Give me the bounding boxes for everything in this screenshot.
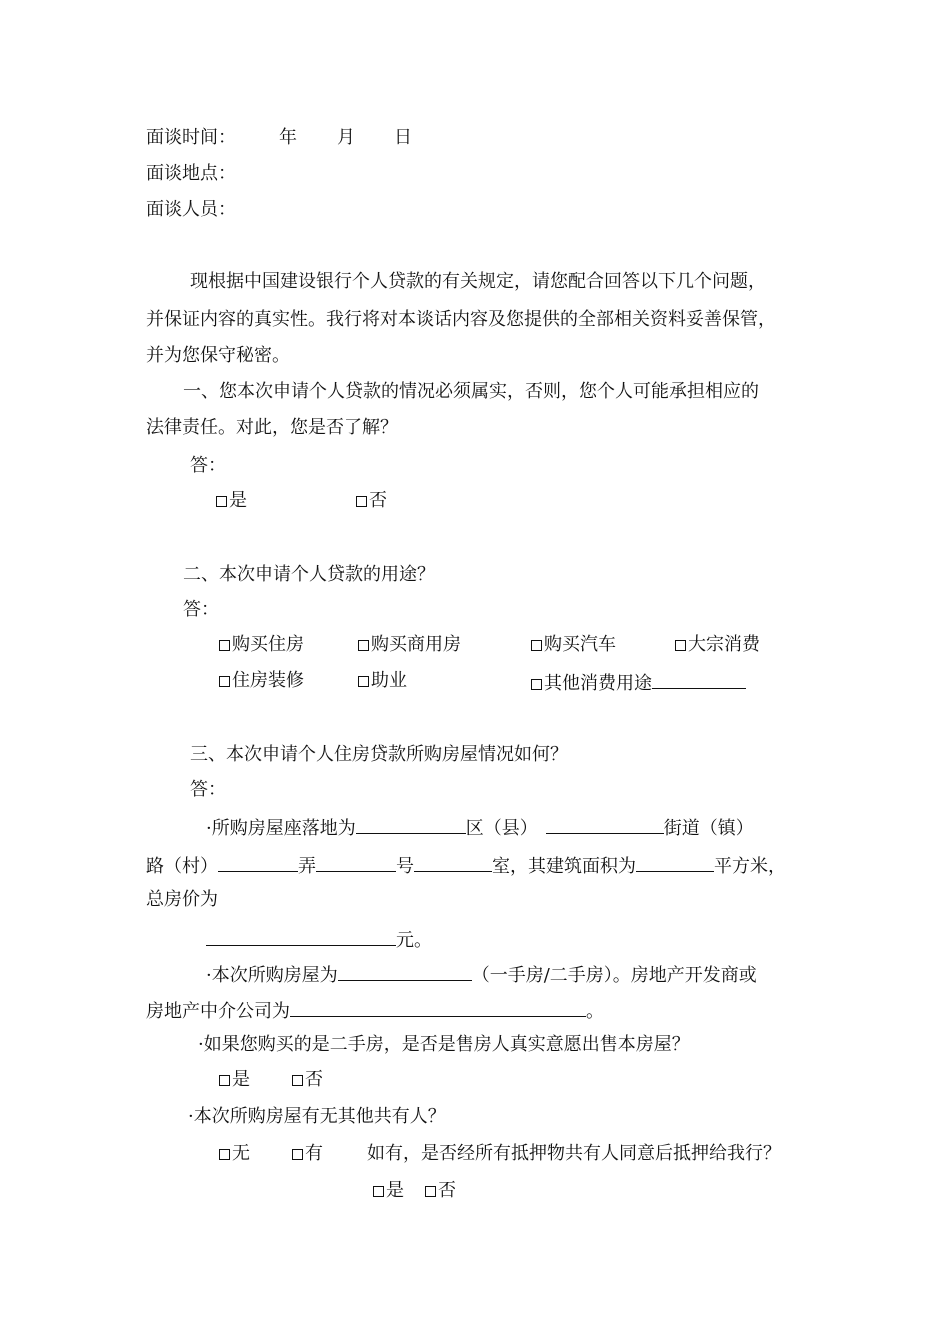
co-owner-option-yes[interactable]: 有: [292, 1142, 323, 1166]
interview-time-label: 面谈时间：: [146, 127, 236, 148]
road-blank[interactable]: [218, 852, 298, 872]
checkbox-icon[interactable]: [219, 676, 230, 687]
checkbox-icon[interactable]: [219, 640, 230, 651]
agent-blank[interactable]: [290, 997, 586, 1017]
area-blank[interactable]: [636, 852, 714, 872]
q3-total-price-label: 总房价为: [146, 889, 218, 910]
intro-line-1: 现根据中国建设银行个人贷款的有关规定，请您配合回答以下几个问题，: [190, 271, 766, 292]
consent-option-no[interactable]: 否: [425, 1179, 456, 1203]
co-owner-followup: 如有，是否经所有抵押物共有人同意后抵押给我行？: [367, 1143, 781, 1164]
q3-type-row: ·本次所购房屋为 （一手房/二手房）。房地产开发商或: [206, 961, 757, 988]
q3-total-price-row: 元。: [206, 926, 432, 953]
checkbox-icon[interactable]: [292, 1075, 303, 1086]
district-blank[interactable]: [546, 814, 664, 834]
intro-line-2: 并保证内容的真实性。我行将对本谈话内容及您提供的全部相关资料妥善保管，: [146, 309, 776, 330]
q2-question: 二、本次申请个人贷款的用途？: [183, 564, 435, 585]
second-hand-option-no[interactable]: 否: [292, 1068, 323, 1092]
q3-agent-row: 房地产中介公司为 。: [146, 997, 604, 1024]
q2-option-buy-commercial[interactable]: 购买商用房: [358, 633, 461, 657]
q3-question: 三、本次申请个人住房贷款所购房屋情况如何？: [190, 744, 568, 765]
number-blank[interactable]: [414, 852, 492, 872]
intro-line-3: 并为您保守秘密。: [146, 345, 290, 366]
consent-option-yes[interactable]: 是: [373, 1179, 404, 1203]
checkbox-icon[interactable]: [358, 640, 369, 651]
checkbox-icon[interactable]: [292, 1149, 303, 1160]
total-price-blank[interactable]: [206, 926, 396, 946]
house-type-blank[interactable]: [338, 961, 472, 981]
month-label: 月: [337, 127, 355, 148]
q2-option-buy-car[interactable]: 购买汽车: [531, 633, 616, 657]
co-owner-option-none[interactable]: 无: [219, 1142, 250, 1166]
q1-line-1: 一、您本次申请个人贷款的情况必须属实，否则，您个人可能承担相应的: [183, 381, 759, 402]
checkbox-icon[interactable]: [531, 679, 542, 690]
interview-place-label: 面谈地点：: [146, 163, 236, 184]
q1-option-yes[interactable]: 是: [216, 489, 247, 513]
checkbox-icon[interactable]: [675, 640, 686, 651]
q1-option-no[interactable]: 否: [356, 489, 387, 513]
q3-location-row: ·所购房屋座落地为 区（县） 街道（镇）: [206, 814, 754, 841]
checkbox-icon[interactable]: [216, 496, 227, 507]
q2-option-home-renovation[interactable]: 住房装修: [219, 669, 304, 693]
q3-address-row: 路（村） 弄 号 室，其建筑面积为 平方米，: [146, 852, 786, 879]
checkbox-icon[interactable]: [531, 640, 542, 651]
q2-option-buy-home[interactable]: 购买住房: [219, 633, 304, 657]
q2-option-business-aid[interactable]: 助业: [358, 669, 407, 693]
year-label: 年: [279, 127, 297, 148]
checkbox-icon[interactable]: [425, 1186, 436, 1197]
q2-answer-label: 答：: [183, 599, 219, 620]
day-label: 日: [394, 127, 412, 148]
checkbox-icon[interactable]: [358, 676, 369, 687]
q3-second-hand-question: ·如果您购买的是二手房，是否是售房人真实意愿出售本房屋？: [198, 1034, 690, 1055]
q1-line-2: 法律责任。对此，您是否了解？: [146, 417, 398, 438]
q1-answer-label: 答：: [190, 455, 226, 476]
interview-time-row: [146, 126, 236, 150]
q3-co-owner-question: ·本次所购房屋有无其他共有人？: [188, 1106, 446, 1127]
checkbox-icon[interactable]: [219, 1149, 230, 1160]
lane-blank[interactable]: [316, 852, 396, 872]
location-blank[interactable]: [356, 814, 466, 834]
checkbox-icon[interactable]: [373, 1186, 384, 1197]
other-purpose-blank[interactable]: [652, 669, 746, 689]
second-hand-option-yes[interactable]: 是: [219, 1068, 250, 1092]
q2-option-bulk-consumption[interactable]: 大宗消费: [675, 633, 760, 657]
interview-person-label: 面谈人员：: [146, 199, 236, 220]
q2-option-other[interactable]: 其他消费用途: [531, 669, 746, 696]
checkbox-icon[interactable]: [356, 496, 367, 507]
q3-answer-label: 答：: [190, 779, 226, 800]
checkbox-icon[interactable]: [219, 1075, 230, 1086]
